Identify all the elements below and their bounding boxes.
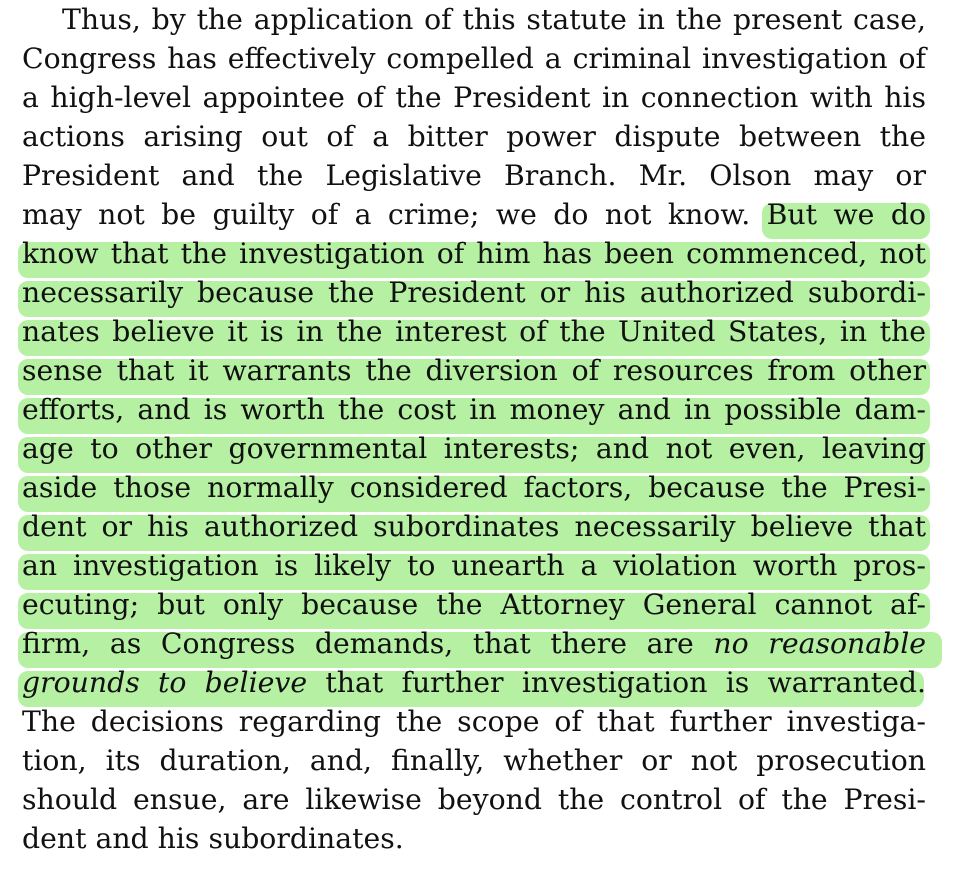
text-segment: should ensue, are likewise beyond the control of the Presi- — [22, 783, 926, 816]
highlighted-text-segment: nates believe it is in the interest of the United States, in the — [22, 315, 926, 348]
highlighted-text-segment: sense that it warrants the diversion of resources from other — [22, 354, 926, 387]
text-line — [22, 234, 926, 273]
text-line — [22, 78, 926, 117]
text-segment: dent and his subordinates. — [22, 822, 404, 855]
text-line — [22, 117, 926, 156]
text-line — [22, 0, 926, 39]
highlighted-text-segment: dent or his authorized subordinates necessarily believe that — [22, 510, 926, 543]
text-line — [22, 468, 926, 507]
text-line — [22, 390, 926, 429]
text-line — [22, 429, 926, 468]
text-line — [22, 741, 926, 780]
text-line — [22, 546, 926, 585]
text-segment: actions arising out of a bitter power dispute between the — [22, 120, 926, 153]
highlighted-text-segment: that further investigation is warranted. — [307, 666, 926, 699]
text-segment: Congress has effectively compelled a criminal investigation of — [22, 42, 926, 75]
text-line — [22, 624, 926, 663]
text-line — [22, 819, 926, 858]
text-line — [22, 780, 926, 819]
text-segment: a high-level appointee of the President in connection with his — [22, 81, 926, 114]
highlighted-text-segment: firm, as Congress demands, that there are — [22, 627, 714, 660]
text-line — [22, 702, 926, 741]
text-line — [22, 273, 926, 312]
text-segment: tion, its duration, and, finally, whether or not prosecution — [22, 744, 926, 777]
highlighted-text-segment: an investigation is likely to unearth a violation worth pros- — [22, 549, 926, 582]
highlighted-text-segment: know that the investigation of him has been commenced, not — [22, 237, 926, 270]
text-segment: President and the Legislative Branch. Mr. Olson may or — [22, 159, 926, 192]
italic-text-segment: no reasonable — [713, 627, 927, 660]
highlighted-text-segment: necessarily because the President or his authorized subordi- — [22, 276, 926, 309]
text-line — [22, 312, 926, 351]
text-line — [22, 507, 926, 546]
text-line — [22, 351, 926, 390]
text-line — [22, 585, 926, 624]
highlighted-text-segment: ecuting; but only because the Attorney General cannot af- — [22, 588, 926, 621]
highlighted-text-segment: age to other governmental interests; and not even, leaving — [22, 432, 926, 465]
text-line — [22, 195, 926, 234]
highlighted-text-segment: But we do — [766, 198, 926, 231]
text-line — [22, 663, 926, 702]
text-line — [22, 156, 926, 195]
text-segment: Thus, by the application of this statute in the present case, — [62, 3, 926, 36]
highlighted-text-segment: efforts, and is worth the cost in money and in possible dam- — [22, 393, 926, 426]
text-segment: may not be guilty of a crime; we do not know. — [22, 198, 767, 231]
italic-text-segment: grounds to believe — [22, 666, 308, 699]
text-line — [22, 39, 926, 78]
text-segment: The decisions regarding the scope of that further investiga- — [22, 705, 926, 738]
highlighted-text-segment: aside those normally considered factors, because the Presi- — [22, 471, 926, 504]
